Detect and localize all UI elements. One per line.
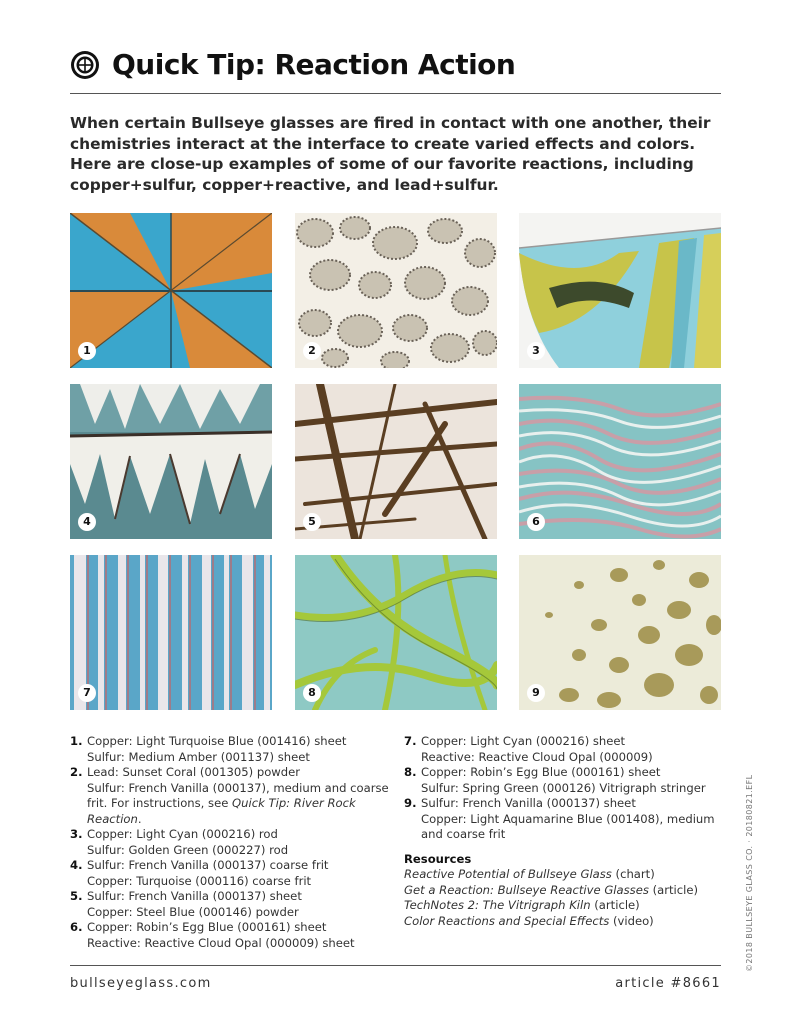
reaction-image-9 xyxy=(519,555,721,710)
resource-link[interactable]: Color Reactions and Special Effects (video) xyxy=(404,913,654,928)
reaction-image-8 xyxy=(295,555,497,710)
image-number-badge: 9 xyxy=(527,684,545,702)
list-item: 3. Copper: Light Cyan (000216) rod Sulfur: Golden Green (000227) rod xyxy=(70,827,289,857)
page-footer xyxy=(70,965,721,991)
image-number-badge: 8 xyxy=(303,684,321,702)
bullseye-logo-icon xyxy=(70,50,100,80)
list-item: 7. Copper: Light Cyan (000216) sheet Reactive: Reactive Cloud Opal (000009) xyxy=(404,734,653,764)
image-number-badge: 6 xyxy=(527,513,545,531)
image-number-badge: 1 xyxy=(78,342,96,360)
resources-heading: Resources xyxy=(404,851,472,866)
image-number-badge: 7 xyxy=(78,684,96,702)
website-link[interactable]: bullseyeglass.com xyxy=(70,976,212,991)
list-item: 9. Sulfur: French Vanilla (000137) sheet Copper: Light Aquamarine Blue (001408), medium and coarse frit xyxy=(404,796,715,841)
reaction-list-left xyxy=(70,734,390,951)
page-title: Quick Tip: Reaction Action xyxy=(112,48,516,81)
reaction-list-right xyxy=(404,734,724,929)
quick-tip-link[interactable]: Quick Tip: River Rock Reaction xyxy=(87,796,356,826)
image-number-badge: 3 xyxy=(527,342,545,360)
reaction-image-7 xyxy=(70,555,272,710)
image-number-badge: 5 xyxy=(303,513,321,531)
list-item: 8. Copper: Robin’s Egg Blue (000161) sheet Sulfur: Spring Green (000126) Vitrigraph stringer xyxy=(404,765,706,795)
resource-link[interactable]: Get a Reaction: Bullseye Reactive Glasses (article) xyxy=(404,882,698,897)
reaction-image-4 xyxy=(70,384,272,539)
resource-link[interactable]: Reactive Potential of Bullseye Glass (chart) xyxy=(404,867,655,881)
image-number-badge: 4 xyxy=(78,513,96,531)
reaction-image-2 xyxy=(295,213,497,368)
intro-paragraph: When certain Bullseye glasses are fired in contact with one another, their chemistries interact at the interface to create varied effects and colors. Here are close-up examples of some of our favorite reactions, including copper+sulfur, copper+reactive, and lead+sulfur. xyxy=(70,114,711,194)
reaction-image-1 xyxy=(70,213,272,368)
list-item: 2. Lead: Sunset Coral (001305) powder Sulfur: French Vanilla (000137), medium and coarse frit. For instructions, see Quick Tip: River Rock Reaction. xyxy=(70,765,389,826)
reaction-image-6 xyxy=(519,384,721,539)
article-number: article #8661 xyxy=(615,976,721,991)
list-item: 6. Copper: Robin’s Egg Blue (000161) sheet Reactive: Reactive Cloud Opal (000009) sheet xyxy=(70,920,355,950)
page-header xyxy=(70,46,721,94)
resource-link[interactable]: TechNotes 2: The Vitrigraph Kiln (article) xyxy=(404,898,640,912)
copyright-note: ©2018 BULLSEYE GLASS CO. · 20180821.EFL xyxy=(745,774,754,972)
image-number-badge: 2 xyxy=(303,342,321,360)
reaction-image-5 xyxy=(295,384,497,539)
list-item: 4. Sulfur: French Vanilla (000137) coarse frit Copper: Turquoise (000116) coarse frit xyxy=(70,858,329,888)
list-item: 1. Copper: Light Turquoise Blue (001416) sheet Sulfur: Medium Amber (001137) sheet xyxy=(70,734,347,764)
reaction-image-3 xyxy=(519,213,721,368)
list-item: 5. Sulfur: French Vanilla (000137) sheet Copper: Steel Blue (000146) powder xyxy=(70,889,302,919)
